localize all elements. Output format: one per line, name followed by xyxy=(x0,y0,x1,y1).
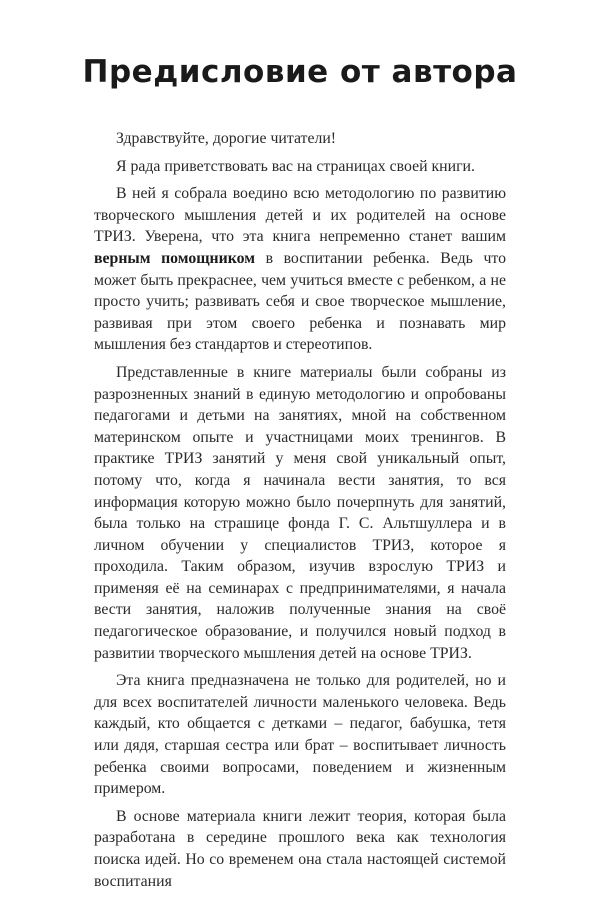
paragraph-intro xyxy=(94,183,506,356)
paragraph-theory: В основе материала книги лежит теория, которая была разработана в середине прошлого века как технология поиска идей. Но со временем она стала настоящей системой воспитания xyxy=(94,807,506,890)
paragraph-intro-bold-phrase: верным помощником xyxy=(94,249,256,267)
paragraph-intro-text-before: В ней я собрала воедино всю методологию по развитию творческого мышления детей и их родителей на основе ТРИЗ. Уверена, что эта книга непременно станет вашим xyxy=(94,185,506,246)
paragraph-intro-text-after: в воспитании ребенка. Ведь что может быть прекраснее, чем учиться вместе с ребенком, а не просто учить; развивать себя и свое творческое мышление, развивая при этом своего ребенка и познавать мир мышления без стандартов и стереотипов. xyxy=(94,249,506,354)
page-title: Предисловие от автора xyxy=(82,54,518,90)
paragraph-greeting: Здравствуйте, дорогие читатели! xyxy=(116,130,337,147)
body-text xyxy=(94,128,506,898)
paragraph-welcome: Я рада приветствовать вас на страницах своей книги. xyxy=(116,157,475,175)
paragraph-audience: Эта книга предназначена не только для родителей, но и для всех воспитателей личности маленького человека. Ведь каждый, кто общается с детками – педагог, бабушка, тетя или дядя, старшая сестра или брат – воспитывает личность ребенка своими вопросами, поведением и жизненным примером. xyxy=(94,672,506,798)
paragraph-materials: Представленные в книге материалы были собраны из разрозненных знаний в единую методологию и опробованы педагогами и детьми на занятиях, мной на собственном материнском опыте и участницами моих тренингов. В практике ТРИЗ занятий у меня свой уникальный опыт, потому что, когда я начинала вести занятия, то вся информация которую можно было почерпнуть для занятий, была только на страшице фонда Г. С. Альтшуллера и в личном обучении у специалистов ТРИЗ, которое я проходила. Таким образом, изучив взрослую ТРИЗ и применяя её на семинарах с предпринимателями, я начала вести занятия, наложив полученные знания на своё педагогическое образование, и получился новый подход в развитии творческого мышления детей на основе ТРИЗ. xyxy=(94,363,506,662)
